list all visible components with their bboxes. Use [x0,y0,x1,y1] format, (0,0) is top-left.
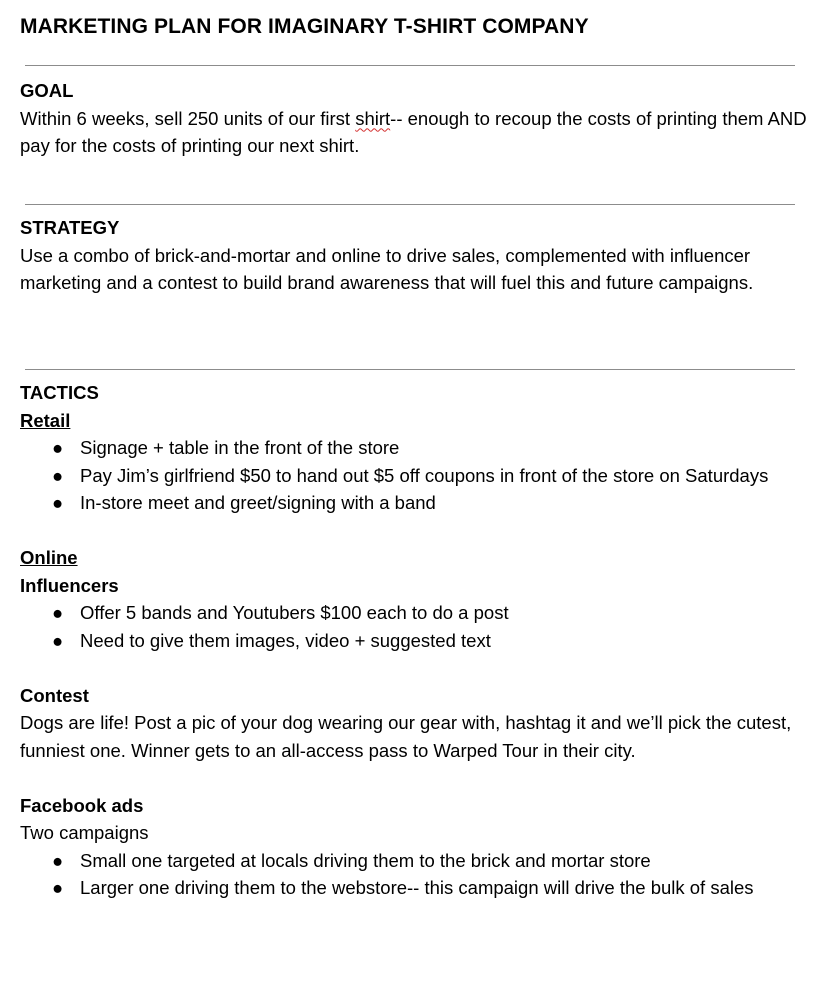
strategy-heading: STRATEGY [20,217,120,238]
strategy-text: Use a combo of brick-and-mortar and online to drive sales, complemented with influencer marketing and a contest to build brand awareness that will fuel this and future campaigns. [20,244,754,293]
list-item-text: Pay Jim’s girlfriend $50 to hand out $5 off coupons in front of the store on Saturdays [80,464,769,486]
misspelled-word[interactable]: shirt [355,107,391,129]
bullet-icon: ● [52,437,64,458]
influencers-list [20,599,810,654]
list-item-text: Small one targeted at locals driving them to the brick and mortar store [80,849,651,871]
contest-heading: Contest [20,684,89,706]
facebook-ads-subheading: Two campaigns [20,822,149,843]
bullet-icon: ● [52,492,64,513]
list-item-text: Signage + table in the front of the store [80,437,400,458]
strategy-section [20,214,810,297]
list-item [20,847,810,875]
goal-text [20,105,810,160]
online-heading: Online [20,547,78,568]
bullet-icon: ● [52,629,64,651]
retail-heading: Retail [20,409,71,431]
bullet-icon: ● [52,464,64,486]
horizontal-rule [25,204,795,205]
spacer [20,517,810,545]
horizontal-rule [25,65,795,66]
list-item [20,599,810,627]
document-title: MARKETING PLAN FOR IMAGINARY T-SHIRT COMPANY [20,15,589,38]
list-item-text: Need to give them images, video + suggested text [80,629,491,651]
goal-heading: GOAL [20,80,74,101]
facebook-ads-heading: Facebook ads [20,794,144,816]
list-item [20,627,810,655]
list-item [20,489,810,517]
goal-text-start: Within 6 weeks, sell 250 units of our first [20,107,356,129]
goal-section [20,77,810,160]
spacer [20,654,810,682]
spacer [20,764,810,792]
retail-list [20,434,810,517]
tactics-heading: TACTICS [20,382,99,403]
horizontal-rule [25,369,795,370]
goal-text-end: -- enough to recoup the costs of printing them AND pay for the costs of printing our next shirt. [20,107,807,156]
list-item-text: Larger one driving them to the webstore-- this campaign will drive the bulk of sales [80,877,754,898]
list-item [20,462,810,490]
list-item-text: Offer 5 bands and Youtubers $100 each to do a post [80,602,509,623]
bullet-icon: ● [52,849,64,871]
list-item [20,434,810,462]
influencers-heading: Influencers [20,574,119,596]
list-item [20,874,810,902]
bullet-icon: ● [52,877,64,898]
contest-text: Dogs are life! Post a pic of your dog wearing our gear with, hashtag it and we’ll pick the cutest, funniest one. Winner gets to an all-access pass to Warped Tour in their city. [20,712,792,761]
list-item-text: In-store meet and greet/signing with a band [80,492,436,513]
tactics-section [20,379,810,902]
bullet-icon: ● [52,602,64,623]
facebook-ads-list [20,847,810,902]
